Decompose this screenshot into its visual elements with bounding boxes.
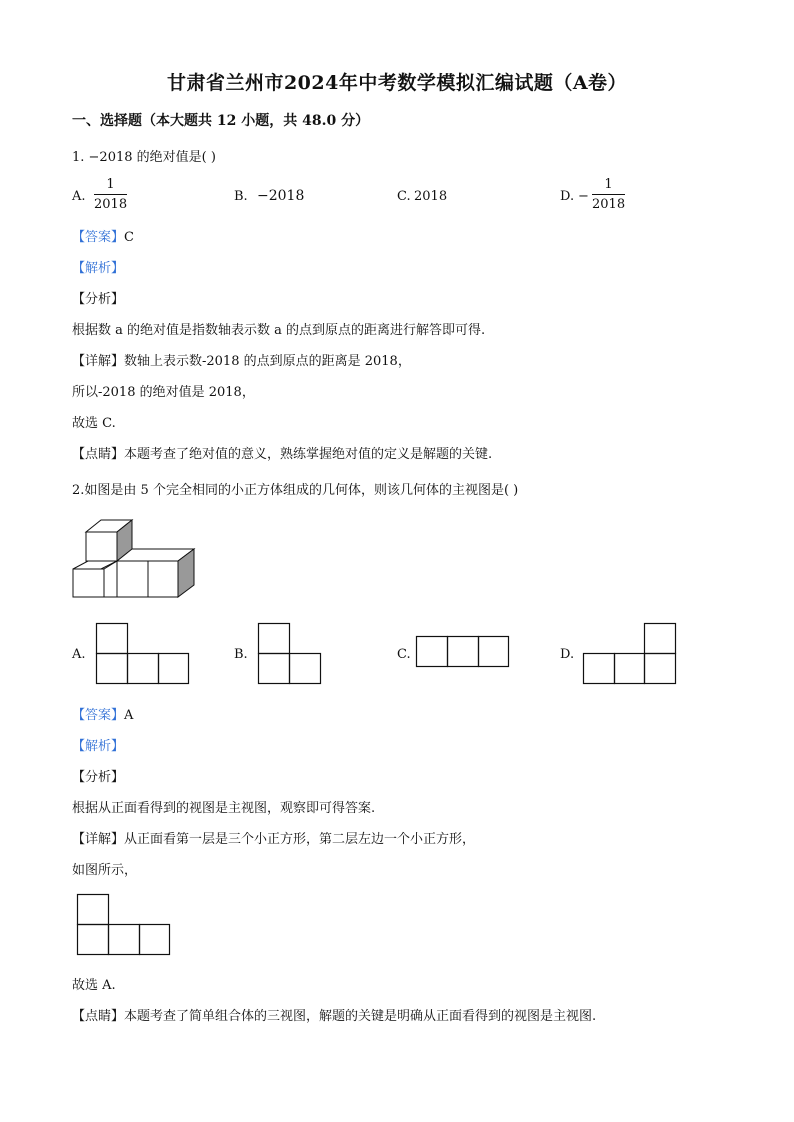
q2-cube-front-2 bbox=[117, 561, 148, 597]
q2-detail-2: 如图所示， bbox=[72, 863, 138, 878]
q1-answer bbox=[72, 226, 134, 245]
q2-detail: 【详解】从正面看第一层是三个小正方形，第二层左边一个小正方形， bbox=[72, 832, 476, 847]
q2-cube-front-top bbox=[86, 532, 117, 561]
q2-fenxi-text: 根据从正面看得到的视图是主视图，观察即可得答案. bbox=[72, 801, 376, 816]
q1-option-d-fraction bbox=[592, 178, 625, 211]
q2-cube-front-3 bbox=[148, 561, 178, 597]
q2-cube-figure bbox=[70, 515, 200, 605]
q1-stem: 1. −2018 的绝对值是( ) bbox=[72, 150, 216, 165]
q2-stem: 2.如图是由 5 个完全相同的小正方体组成的几何体，则该几何体的主视图是( ) bbox=[72, 483, 519, 498]
q2-answer bbox=[72, 704, 133, 723]
q1-detail-2: 所以-2018 的绝对值是 2018， bbox=[72, 385, 255, 400]
page-title: 甘肃省兰州市2024年中考数学模拟汇编试题（A卷） bbox=[166, 72, 628, 94]
q1-option-d-sign: − bbox=[578, 189, 589, 204]
q2-option-b-label: B. bbox=[234, 647, 248, 662]
q1-option-b-text: −2018 bbox=[257, 188, 305, 204]
q2-answer-value: A bbox=[124, 708, 134, 723]
q2-choose: 故选 A. bbox=[72, 978, 116, 993]
q2-fenxi-tag: 【分析】 bbox=[72, 770, 125, 785]
q1-answer-value: C bbox=[124, 230, 134, 245]
q2-option-c-label: C. bbox=[397, 647, 411, 662]
q2-comment: 【点睛】本题考查了简单组合体的三视图，解题的关键是明确从正面看得到的视图是主视图. bbox=[72, 1009, 597, 1024]
q1-option-a-label: A. bbox=[72, 189, 86, 204]
q1-fenxi-text: 根据数 a 的绝对值是指数轴表示数 a 的点到原点的距离进行解答即可得. bbox=[72, 323, 486, 338]
q1-option-d-denominator: 2018 bbox=[592, 194, 625, 211]
q1-answer-tag: 【答案】 bbox=[72, 230, 125, 245]
q1-option-d-label: D. bbox=[560, 189, 575, 204]
q1-option-c-label: C. bbox=[397, 189, 411, 204]
q1-option-a-denominator: 2018 bbox=[94, 194, 127, 211]
q1-option-a-fraction bbox=[94, 178, 127, 211]
q1-choose: 故选 C. bbox=[72, 416, 116, 431]
q2-analysis-tag: 【解析】 bbox=[72, 739, 125, 754]
q1-option-d-numerator: 1 bbox=[604, 177, 613, 192]
q1-analysis-tag: 【解析】 bbox=[72, 261, 125, 276]
q2-option-a-label: A. bbox=[72, 647, 86, 662]
q2-option-d-label: D. bbox=[560, 647, 575, 662]
q2-option-d-figure bbox=[583, 623, 677, 685]
q2-option-c-figure bbox=[416, 636, 510, 668]
section-heading: 一、选择题（本大题共 12 小题，共 48.0 分） bbox=[72, 113, 370, 129]
q2-cube-front-1 bbox=[73, 569, 104, 597]
q1-option-c-text: 2018 bbox=[414, 189, 448, 204]
q2-option-b-figure bbox=[258, 623, 322, 685]
q2-solution-figure bbox=[77, 894, 171, 956]
q2-answer-tag: 【答案】 bbox=[72, 708, 125, 723]
q1-fenxi-tag: 【分析】 bbox=[72, 292, 125, 307]
q2-option-a-figure bbox=[96, 623, 190, 685]
q1-option-a-numerator: 1 bbox=[106, 177, 115, 192]
q1-detail: 【详解】数轴上表示数-2018 的点到原点的距离是 2018， bbox=[72, 354, 411, 369]
q1-comment: 【点睛】本题考查了绝对值的意义，熟练掌握绝对值的定义是解题的关键. bbox=[72, 447, 493, 462]
q1-option-b-label: B. bbox=[234, 189, 248, 204]
